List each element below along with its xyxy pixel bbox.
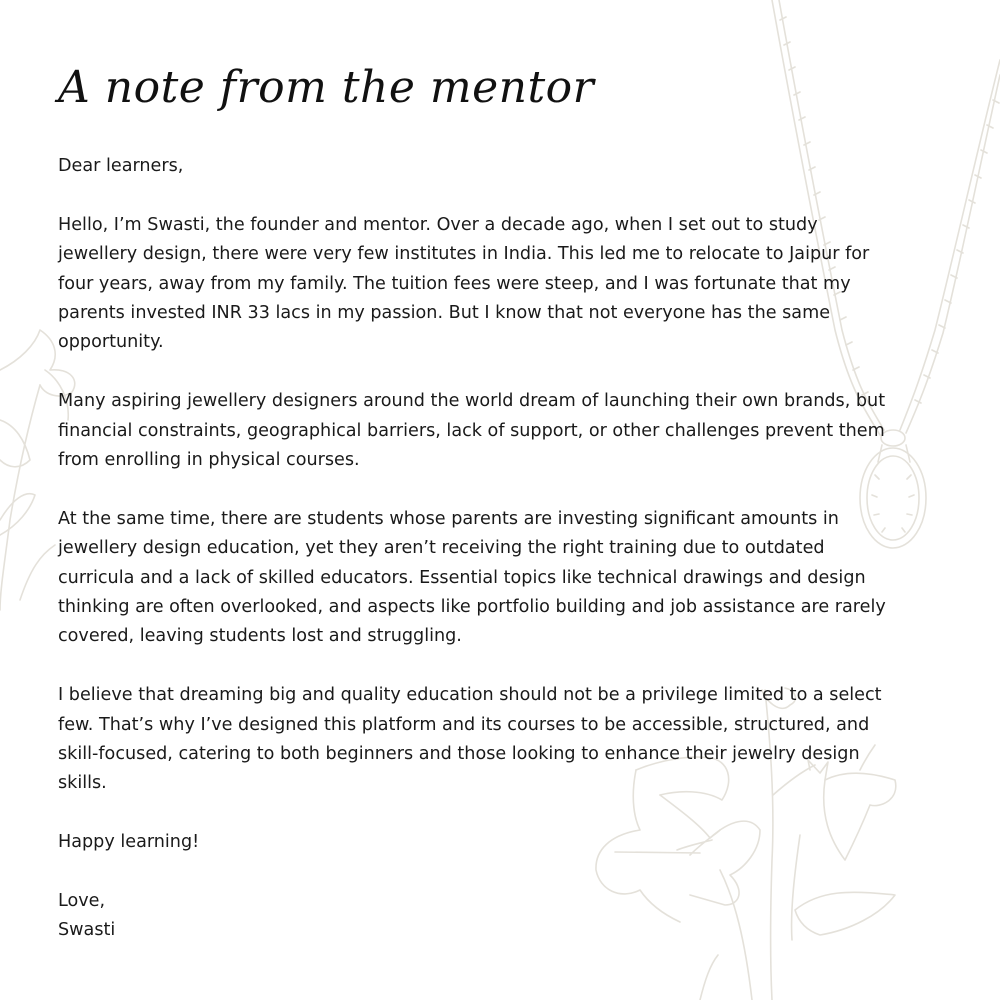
letter-body xyxy=(58,152,958,946)
closing-line: Happy learning! xyxy=(58,832,200,853)
signature: Swasti xyxy=(58,920,116,941)
paragraph-belief: I believe that dreaming big and quality education should not be a privilege limited to a select few. That’s why I’ve designed this platform and its courses to be accessible, structured, and skill-focused, catering to both beginners and those looking to enhance their jewelry design skills. xyxy=(58,685,882,794)
paragraph-students: At the same time, there are students whose parents are investing significant amounts in jewellery design education, yet they aren’t receiving the right training due to outdated curricula and a lack of skilled educators. Essential topics like technical drawings and design thinking are often overlooked, and aspects like portfolio building and job assistance are rarely covered, leaving students lost and struggling. xyxy=(58,508,886,647)
greeting: Dear learners, xyxy=(58,156,184,176)
paragraph-intro: Hello, I’m Swasti, the founder and mentor. Over a decade ago, when I set out to study jewellery design, there were very few institutes in India. This led me to relocate to Jaipur for four years, away from my family. The tuition fees were steep, and I was fortunate that my parents invested INR 33 lacs in my passion. But I know that not everyone has the same opportunity. xyxy=(58,214,870,353)
paragraph-aspiring-designers: Many aspiring jewellery designers around the world dream of launching their own brands, but financial constraints, geographical barriers, lack of support, or other challenges prevent them from enrolling in physical courses. xyxy=(58,391,886,471)
page-title: A note from the mentor xyxy=(58,62,595,113)
signoff: Love, xyxy=(58,891,106,912)
